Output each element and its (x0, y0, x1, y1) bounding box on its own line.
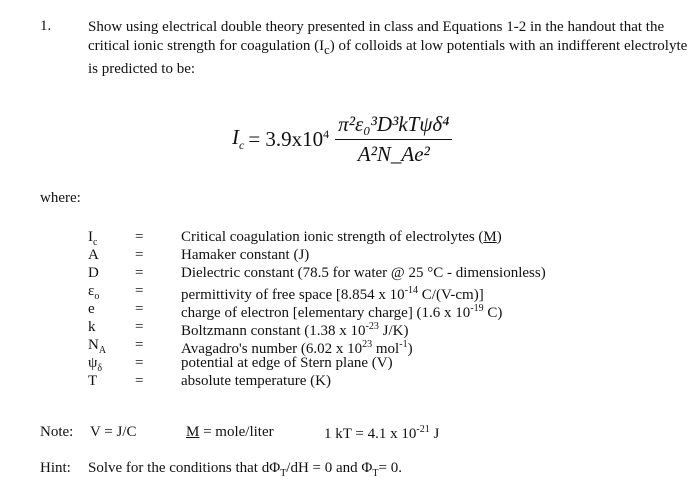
question-text-part2: ) of colloids at low potentials with an indifferent electrolyte is predicted to be: (88, 38, 688, 77)
definition-symbol: A (88, 247, 99, 263)
definition-description-text: Avagadro's number (6.02 x 10 (181, 341, 363, 357)
question-text (88, 18, 688, 79)
definition-symbol-letter: I (88, 229, 93, 245)
formula-numerator: π²ε₀³D³kTψδ⁴ (338, 112, 450, 136)
definition-equals: = (135, 229, 144, 245)
note-molarity-symbol: M (186, 424, 200, 440)
definition-exponent: -19 (470, 303, 484, 314)
definition-equals: = (135, 319, 144, 335)
formula-coefficient-text: = 3.9x10 (248, 127, 324, 151)
definition-description-tail: C) (483, 305, 503, 321)
hint-text-c: = 0. (378, 460, 402, 476)
definition-symbol-letter: N (88, 337, 99, 353)
definition-equals: = (135, 265, 144, 281)
definition-description-text: charge of electron [elementary charge] (1.6 x 10 (181, 305, 471, 321)
definition-description-text: Boltzmann constant (1.38 x 10 (181, 323, 366, 339)
hint-text-a: Solve for the conditions that dΦ (88, 460, 281, 476)
question-text-part1: Show using electrical double theory presented in class and Equations 1-2 in the handout that the critical ionic strength for coagulation (I (88, 19, 665, 54)
definition-description-tail: mol (372, 341, 400, 357)
definition-description-tail: J/K) (378, 323, 409, 339)
definition-exponent: -14 (404, 285, 419, 296)
definition-symbol-letter: ψ (88, 355, 98, 371)
hint-label: Hint: (40, 460, 71, 476)
formula-lhs-subscript: c (239, 138, 245, 153)
definition-exponent: -23 (365, 321, 379, 332)
note-kt-text: 1 kT = 4.1 x 10 (324, 426, 417, 442)
definition-symbol: T (88, 373, 98, 389)
definition-description: absolute temperature (K) (181, 373, 331, 389)
formula-coefficient (248, 127, 329, 152)
note-kt-tail: J (429, 426, 440, 442)
note-row (40, 424, 440, 442)
definition-description: Hamaker constant (J) (181, 247, 310, 263)
definition-symbol-letter: ε (88, 283, 95, 299)
definition-description-tail-2: ) (407, 341, 413, 357)
definition-equals: = (135, 355, 144, 371)
formula-coefficient-exponent: 4 (323, 127, 330, 141)
definition-symbol-subscript: c (93, 237, 98, 248)
definition-equals: = (135, 301, 144, 317)
definition-equals: = (135, 283, 144, 299)
formula-fraction (335, 112, 452, 167)
definition-description-text: permittivity of free space [8.854 x 10 (181, 287, 405, 303)
definition-symbol: D (88, 265, 99, 281)
definition-description-text: Critical coagulation ionic strength of electrolytes ( (181, 229, 484, 245)
formula-lhs-symbol: I (232, 125, 239, 150)
coagulation-formula (232, 112, 452, 167)
definition-symbol-subscript: A (98, 345, 107, 356)
definition-symbol: k (88, 319, 96, 335)
definition-symbol: e (88, 301, 95, 317)
note-item-kt (324, 424, 439, 443)
note-label: Note: (40, 424, 74, 440)
hint-sub-a: T (280, 468, 287, 479)
hint-text-b: /dH = 0 and Φ (286, 460, 373, 476)
formula-denominator: A²N_Ae² (357, 142, 430, 166)
definition-description-tail: ) (496, 229, 502, 245)
definition-description (181, 228, 502, 246)
definition-exponent-2: -1 (399, 339, 408, 350)
definition-symbol-subscript: δ (97, 363, 103, 374)
where-label: where: (40, 190, 81, 206)
question-text-subscript: c (324, 43, 330, 57)
definition-description: Dielectric constant (78.5 for water @ 25 °C - dimensionless) (181, 265, 546, 281)
note-item-volt: V = J/C (90, 424, 137, 440)
note-item-molarity (186, 424, 274, 441)
question-number: 1. (40, 18, 52, 34)
definition-description-tail: C/(V-cm)] (418, 287, 484, 303)
hint-sub-b: T (372, 468, 379, 479)
hint-text (88, 460, 402, 479)
definition-equals: = (135, 247, 144, 263)
note-kt-exponent: -21 (416, 424, 430, 435)
definition-unit: M (483, 229, 497, 245)
definition-exponent: 23 (362, 339, 373, 350)
definition-equals: = (135, 373, 144, 389)
formula-lhs (232, 125, 244, 153)
note-molarity-text: = mole/liter (199, 424, 274, 440)
definition-equals: = (135, 337, 144, 353)
definition-symbol-subscript: o (94, 291, 100, 302)
definition-description: potential at edge of Stern plane (V) (181, 355, 393, 371)
